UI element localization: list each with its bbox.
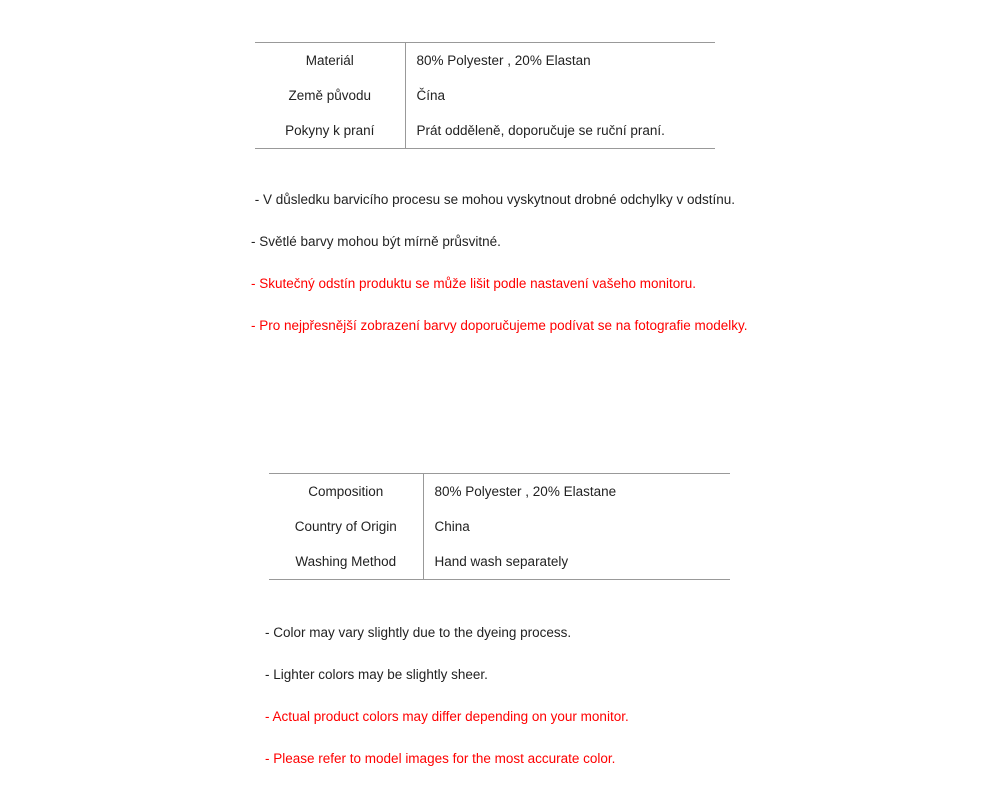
- table-row: [255, 43, 715, 79]
- spec-label-origin: Země původu: [255, 78, 405, 113]
- note-line-warning: - Please refer to model images for the most accurate color.: [265, 751, 616, 766]
- spec-label-origin: Country of Origin: [269, 509, 423, 544]
- table-row: [255, 113, 715, 149]
- table-row: [269, 474, 730, 510]
- notes-czech: [251, 191, 748, 359]
- note-line-warning: - Skutečný odstín produktu se může lišit podle nastavení vašeho monitoru.: [251, 276, 696, 291]
- note-line: - Světlé barvy mohou být mírně průsvitné.: [251, 234, 501, 249]
- spec-label-washing: Pokyny k praní: [255, 113, 405, 149]
- note-line-warning: - Actual product colors may differ depending on your monitor.: [265, 709, 629, 724]
- spec-value-composition: 80% Polyester , 20% Elastane: [434, 484, 617, 499]
- note-line: - V důsledku barvicího procesu se mohou vyskytnout drobné odchylky v odstínu.: [251, 192, 736, 207]
- spec-value-material: 80% Polyester , 20% Elastan: [416, 53, 591, 68]
- table-row: [269, 544, 730, 580]
- note-line-warning: - Pro nejpřesnější zobrazení barvy doporučujeme podívat se na fotografie modelky.: [251, 318, 748, 333]
- spec-value-washing: Prát odděleně, doporučuje se ruční praní.: [416, 123, 665, 138]
- spec-value-washing: Hand wash separately: [434, 554, 569, 569]
- spec-value-origin: Čína: [416, 88, 446, 103]
- spec-label-material: Materiál: [255, 43, 405, 79]
- spec-value-origin: China: [434, 519, 470, 534]
- note-line: - Lighter colors may be slightly sheer.: [265, 667, 488, 682]
- spec-table-czech: [255, 42, 715, 149]
- spec-label-washing: Washing Method: [269, 544, 423, 580]
- spec-label-composition: Composition: [269, 474, 423, 510]
- note-line: - Color may vary slightly due to the dyeing process.: [265, 625, 572, 640]
- table-row: [255, 78, 715, 113]
- notes-english: [265, 624, 629, 792]
- table-row: [269, 509, 730, 544]
- spec-table-english: [269, 473, 730, 580]
